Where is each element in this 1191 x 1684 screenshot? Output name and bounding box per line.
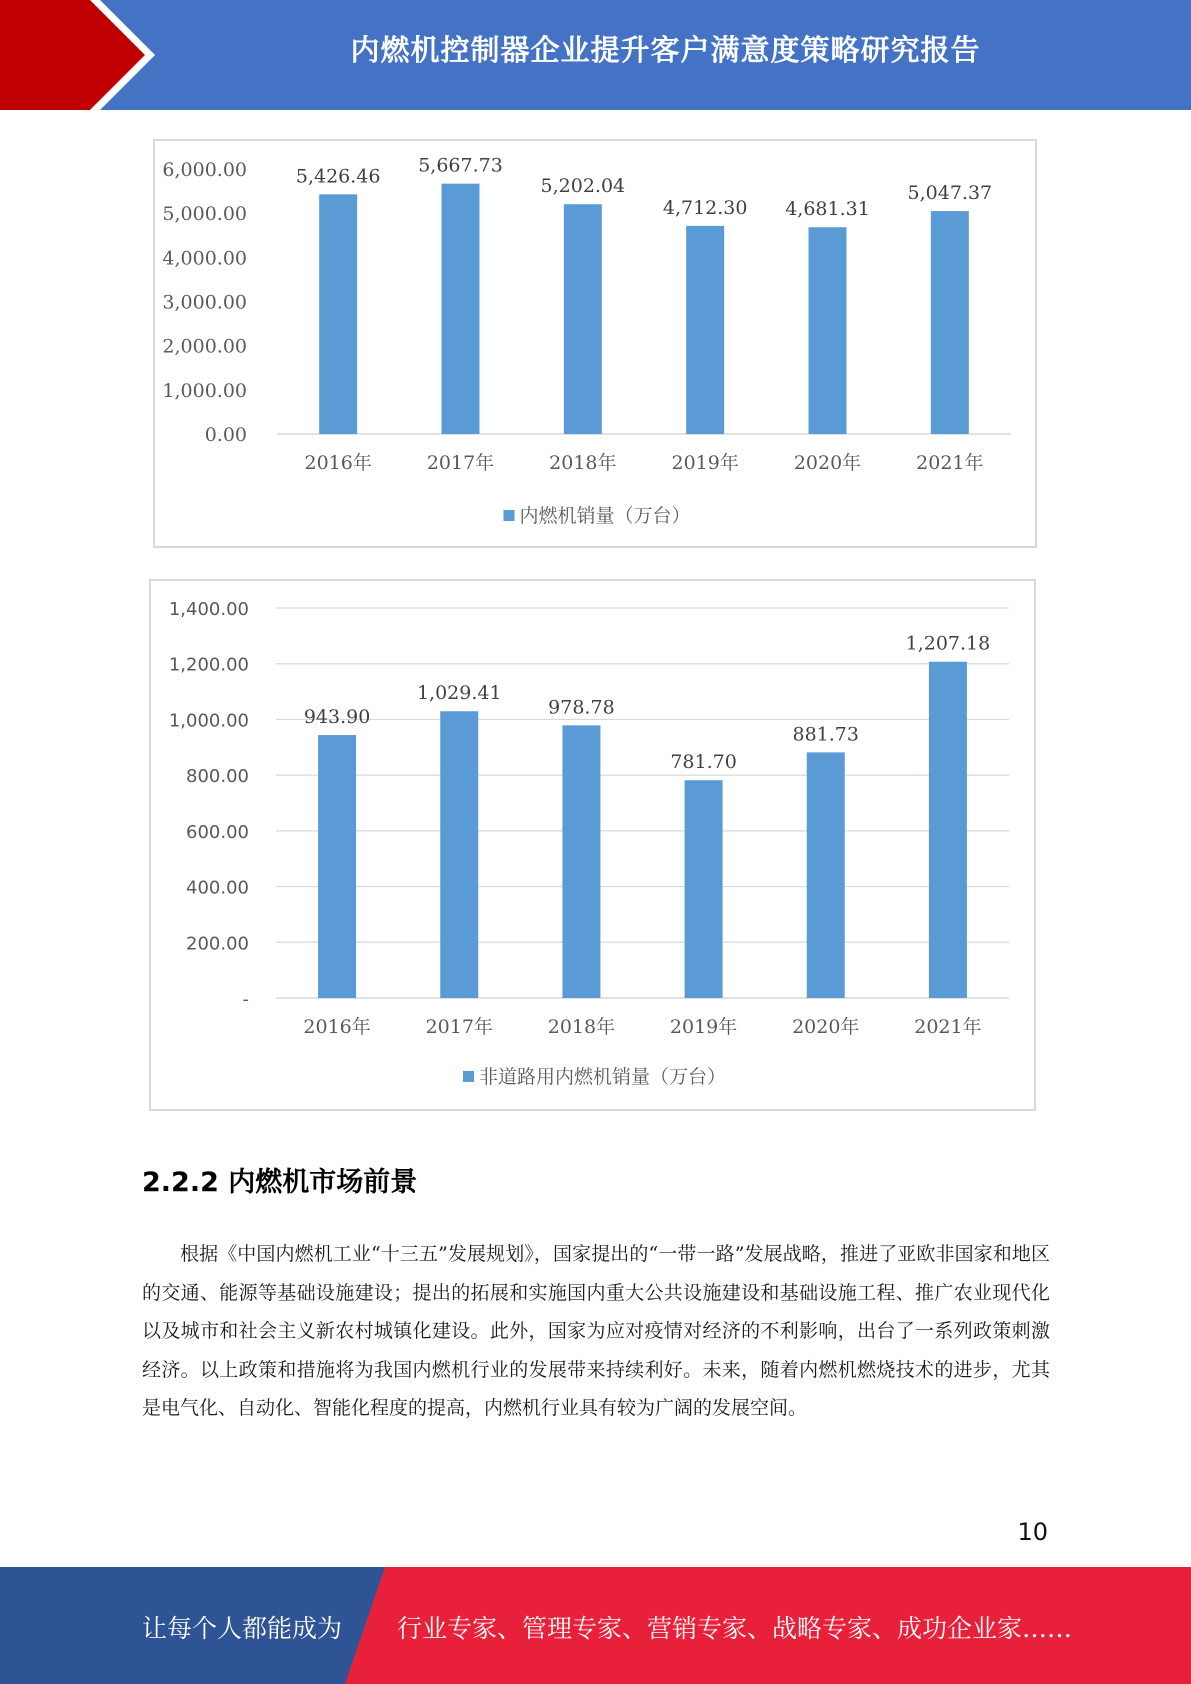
data-label: 1,029.41: [416, 682, 502, 705]
offroad-engine-sales-chart: [149, 579, 1036, 1111]
x-tick-label: 2016年: [304, 452, 372, 474]
y-tick-label: -: [242, 989, 249, 1010]
x-tick-label: 2018年: [549, 452, 617, 474]
bar: [931, 211, 969, 434]
offroad-engine-sales-chart-svg: [151, 581, 1038, 1113]
y-tick-label: 600.00: [186, 821, 249, 843]
page-footer: [0, 1567, 1191, 1684]
x-tick-label: 2018年: [547, 1016, 616, 1038]
bar: [564, 204, 602, 434]
page-header: [0, 0, 1191, 110]
y-tick-label: 1,000.00: [162, 379, 247, 402]
x-tick-label: 2017年: [425, 1016, 493, 1038]
header-arrow-decoration: [0, 0, 160, 110]
body-paragraph: 根据《中国内燃机工业“十三五”发展规划》，国家提出的“一带一路”发展战略，推进了亚欧非国家和地区的交通、能源等基础设施建设；提出的拓展和实施国内重大公共设施建设和基础设施工程、推广农业现代化以及城市和社会主义新农村城镇化建设。此外，国家为应对疫情对经济的不利影响，出台了一系列政策刺激经济。以上政策和措施将为我国内燃机行业的发展带来持续利好。未来，随着内燃机燃烧技术的进步，尤其是电气化、自动化、智能化程度的提高，内燃机行业具有较为广阔的发展空间。: [142, 1243, 1050, 1419]
y-tick-label: 400.00: [186, 877, 249, 899]
x-tick-label: 2021年: [914, 1016, 982, 1038]
engine-sales-chart-svg: [155, 141, 1039, 550]
data-label: 4,712.30: [662, 196, 748, 219]
x-tick-label: 2016年: [303, 1016, 371, 1038]
y-tick-label: 2,000.00: [162, 335, 247, 358]
footer-slogan-right: 行业专家、管理专家、营销专家、战略专家、成功企业家……: [397, 1614, 1073, 1643]
x-tick-label: 2021年: [916, 452, 984, 474]
page-number: 10: [1017, 1518, 1048, 1546]
x-tick-label: 2020年: [792, 1016, 860, 1038]
bar: [318, 735, 356, 998]
x-tick-label: 2020年: [793, 452, 862, 474]
bar: [807, 752, 845, 998]
data-label: 5,426.46: [295, 165, 381, 188]
data-label: 978.78: [548, 696, 615, 719]
data-label: 943.90: [303, 706, 371, 729]
y-tick-label: 1,200.00: [168, 654, 249, 676]
y-tick-label: 5,000.00: [162, 203, 247, 226]
legend-label: 非道路用内燃机销量（万台）: [479, 1066, 727, 1088]
bar: [562, 725, 600, 998]
data-label: 5,667.73: [418, 154, 503, 177]
bar: [442, 184, 480, 434]
report-title: 内燃机控制器企业提升客户满意度策略研究报告: [350, 33, 981, 67]
bar: [686, 226, 724, 434]
legend-label: 内燃机销量（万台）: [519, 505, 691, 527]
bar: [929, 662, 967, 998]
y-tick-label: 200.00: [186, 933, 249, 955]
y-tick-label: 800.00: [186, 766, 249, 788]
legend-swatch: [504, 510, 515, 521]
engine-sales-chart: [153, 139, 1037, 548]
data-label: 5,202.04: [540, 175, 626, 198]
y-tick-label: 4,000.00: [162, 247, 247, 270]
y-tick-label: 0.00: [204, 424, 247, 446]
bar: [440, 711, 478, 998]
data-label: 881.73: [792, 723, 859, 746]
bar: [685, 780, 723, 998]
y-tick-label: 3,000.00: [162, 291, 247, 314]
bar: [809, 227, 847, 434]
y-tick-label: 1,400.00: [168, 599, 249, 620]
data-label: 1,207.18: [905, 632, 991, 655]
x-tick-label: 2019年: [671, 452, 739, 474]
x-tick-label: 2017年: [426, 452, 495, 474]
bar: [319, 194, 357, 434]
y-tick-label: 1,000.00: [168, 710, 249, 732]
y-tick-label: 6,000.00: [162, 159, 247, 181]
footer-slogan-left: 让每个人都能成为: [142, 1614, 343, 1643]
section-heading: 2.2.2 内燃机市场前景: [142, 1167, 418, 1198]
x-tick-label: 2019年: [669, 1016, 738, 1038]
data-label: 5,047.37: [907, 182, 993, 205]
data-label: 781.70: [670, 751, 737, 774]
legend-swatch: [463, 1071, 474, 1082]
data-label: 4,681.31: [785, 198, 870, 221]
